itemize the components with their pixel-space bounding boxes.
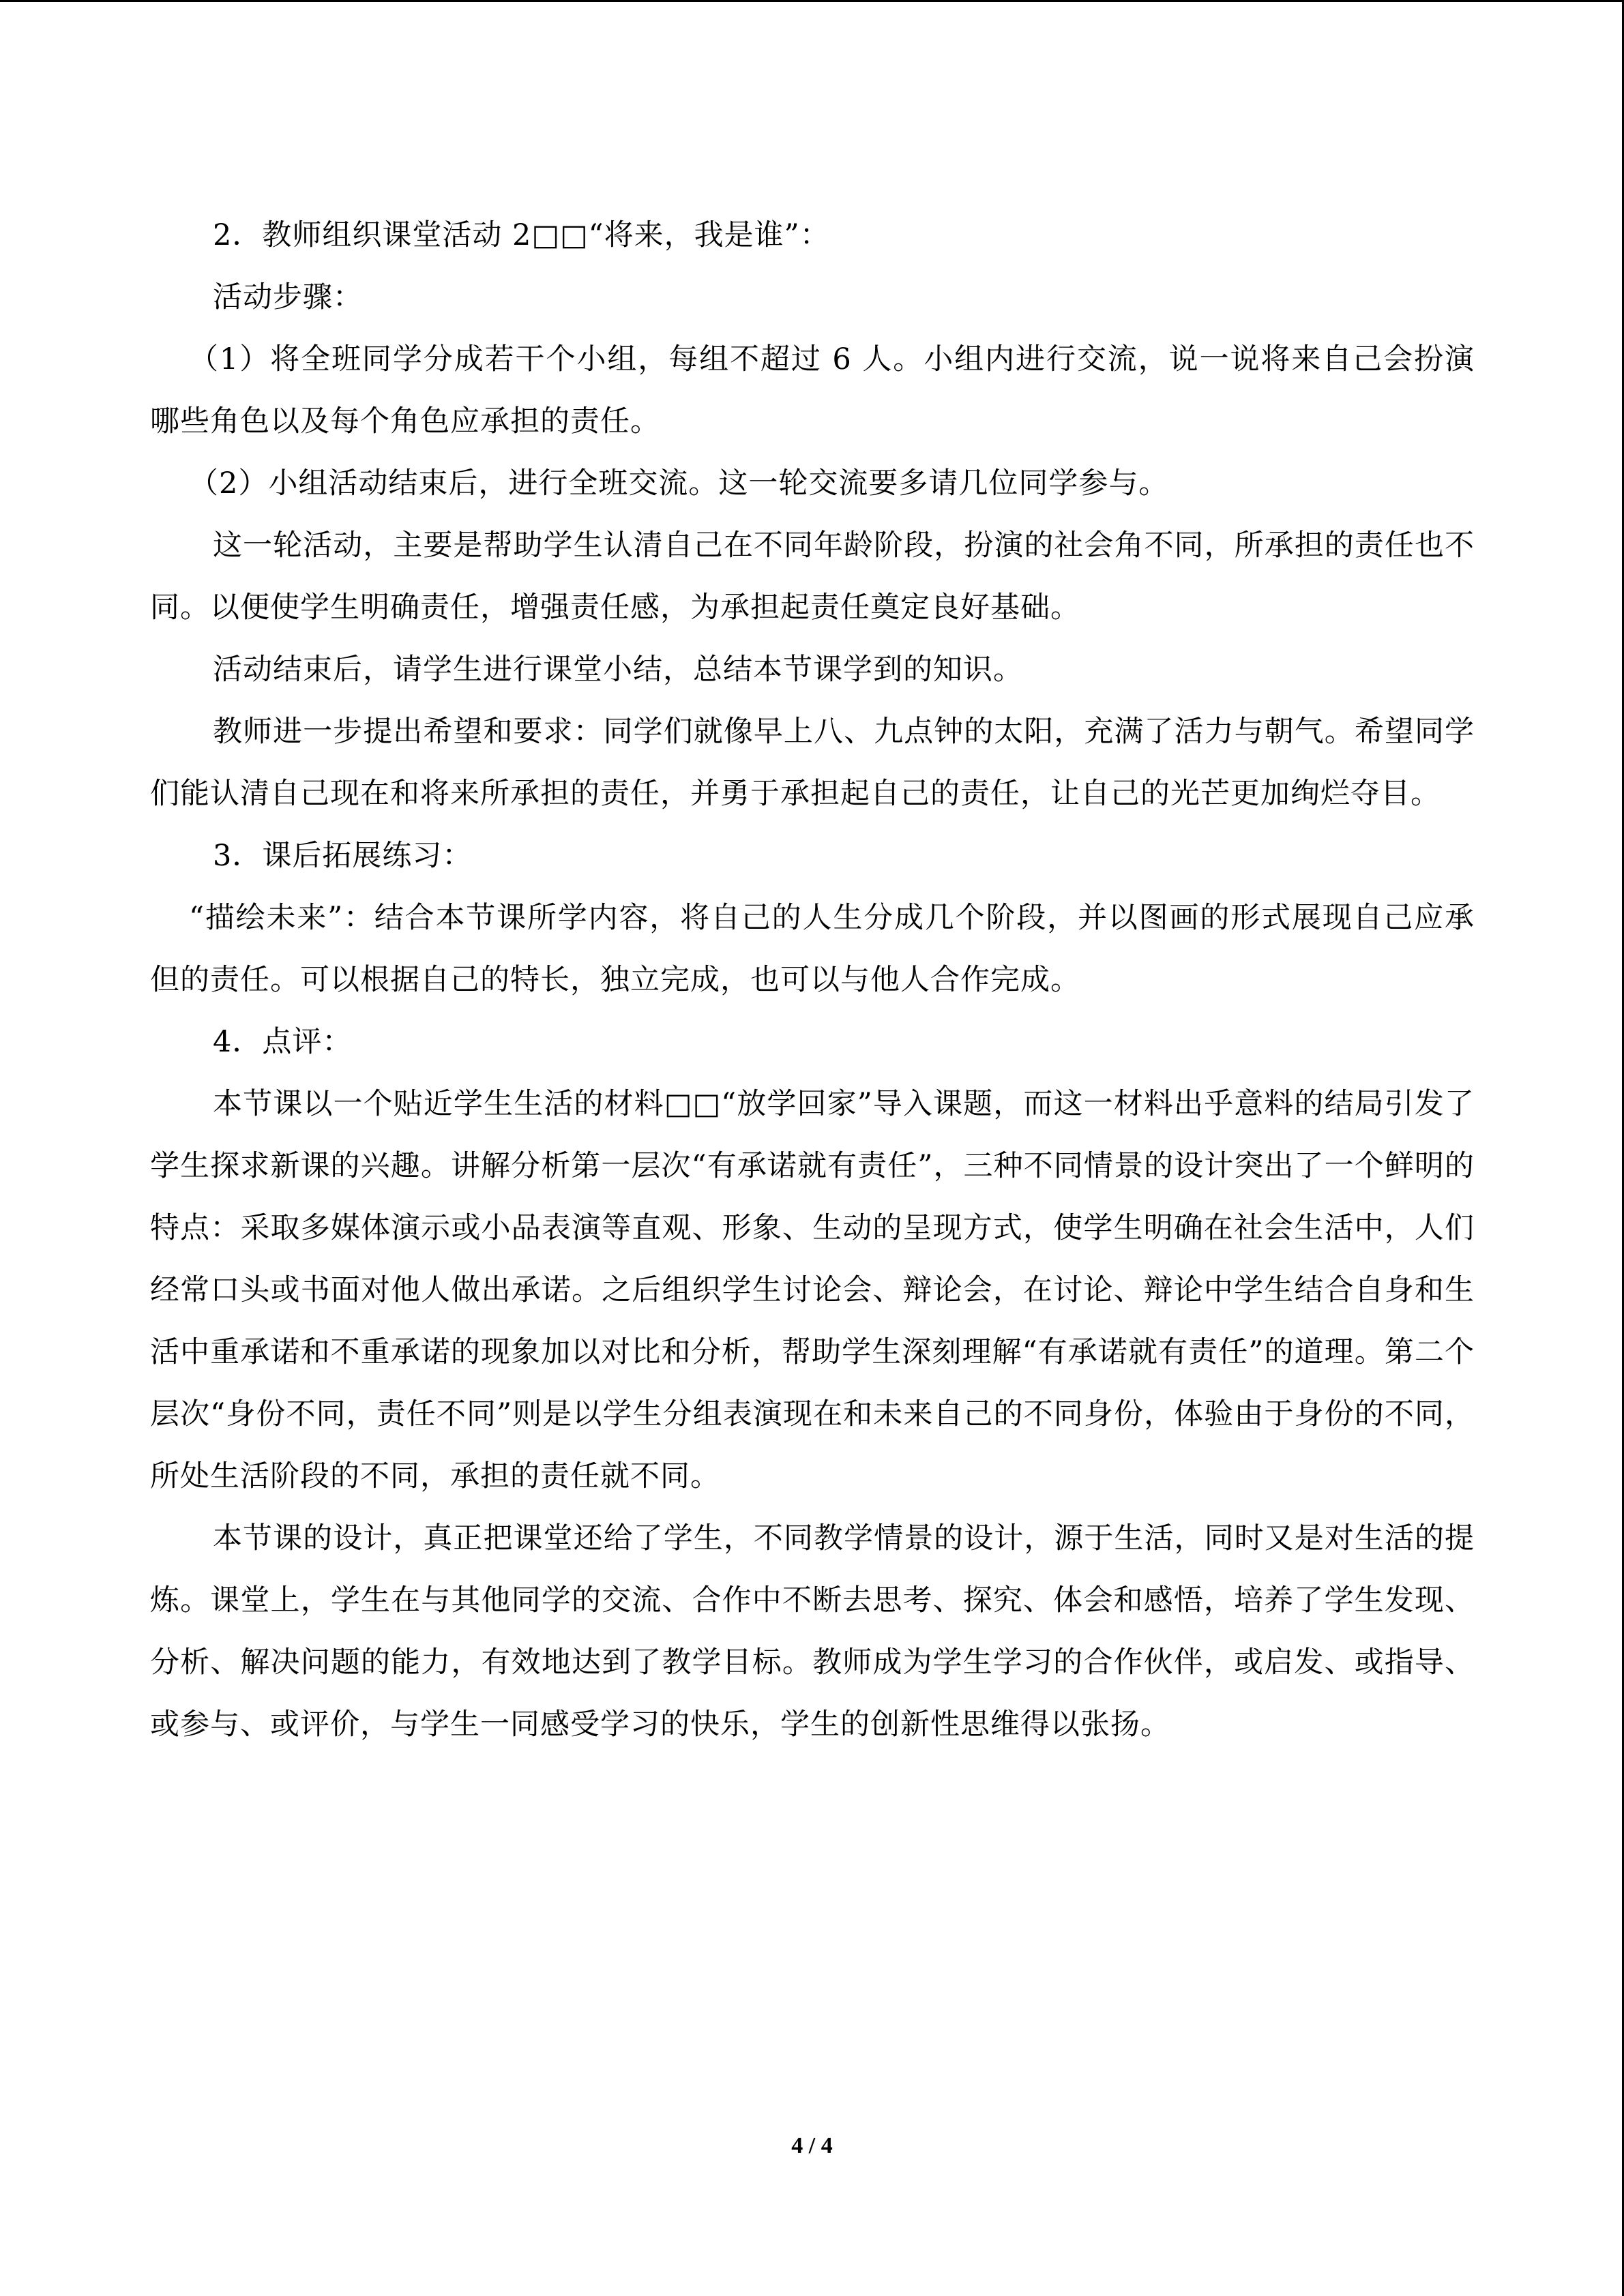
page-border-top [0,0,1624,2]
paragraph-step-1: （1）将全班同学分成若干个小组，每组不超过 6 人。小组内进行交流，说一说将来自己会扮演哪些角色以及每个角色应承担的责任。 [150,342,1475,438]
paragraph-review-body-1: 本节课以一个贴近学生生活的材料□□“放学回家”导入课题，而这一材料出乎意料的结局引发了学生探求新课的兴趣。讲解分析第一层次“有承诺就有责任”，三种不同情景的设计突出了一个鲜明的特点：采取多媒体演示或小品表演等直观、形象、生动的呈现方式，使学生明确在社会生活中，人们经常口头或书面对他人做出承诺。之后组织学生讨论会、辩论会，在讨论、辩论中学生结合自身和生活中重承诺和不重承诺的现象加以对比和分析，帮助学生深刻理解“有承诺就有责任”的道理。第二个层次“身份不同，责任不同”则是以学生分组表演现在和未来自己的不同身份，体验由于身份的不同，所处生活阶段的不同，承担的责任就不同。 [150,1087,1475,1493]
paragraph-extension-task: “描绘未来”：结合本节课所学内容，将自己的人生分成几个阶段，并以图画的形式展现自己应承但的责任。可以根据自己的特长，独立完成，也可以与他人合作完成。 [150,901,1475,997]
paragraph-class-summary: 活动结束后，请学生进行课堂小结，总结本节课学到的知识。 [213,653,1023,687]
page-number: 4 / 4 [791,2133,833,2158]
paragraph-activity-2-heading: 2．教师组织课堂活动 2□□“将来，我是谁”： [213,218,830,252]
paragraph-review-body-2: 本节课的设计，真正把课堂还给了学生，不同教学情景的设计，源于生活，同时又是对生活的提炼。课堂上，学生在与其他同学的交流、合作中不断去思考、探究、体会和感悟，培养了学生发现、分析、解决问题的能力，有效地达到了教学目标。教师成为学生学习的合作伙伴，或启发、或指导、或参与、或评价，与学生一同感受学习的快乐，学生的创新性思维得以张扬。 [150,1521,1475,1742]
document-body [150,205,1475,1756]
paragraph-review-heading: 4．点评： [213,1025,353,1059]
paragraph-extension-heading: 3．课后拓展练习： [213,839,473,873]
paragraph-activity-steps-label: 活动步骤： [213,280,363,314]
paragraph-activity-purpose: 这一轮活动，主要是帮助学生认清自己在不同年龄阶段，扮演的社会角不同，所承担的责任也不同。以便使学生明确责任，增强责任感，为承担起责任奠定良好基础。 [150,528,1475,625]
paragraph-teacher-expectation: 教师进一步提出希望和要求：同学们就像早上八、九点钟的太阳，充满了活力与朝气。希望同学们能认清自己现在和将来所承担的责任，并勇于承担起自己的责任，让自己的光芒更加绚烂夺目。 [150,715,1475,811]
paragraph-step-2: （2）小组活动结束后，进行全班交流。这一轮交流要多请几位同学参与。 [189,466,1169,501]
